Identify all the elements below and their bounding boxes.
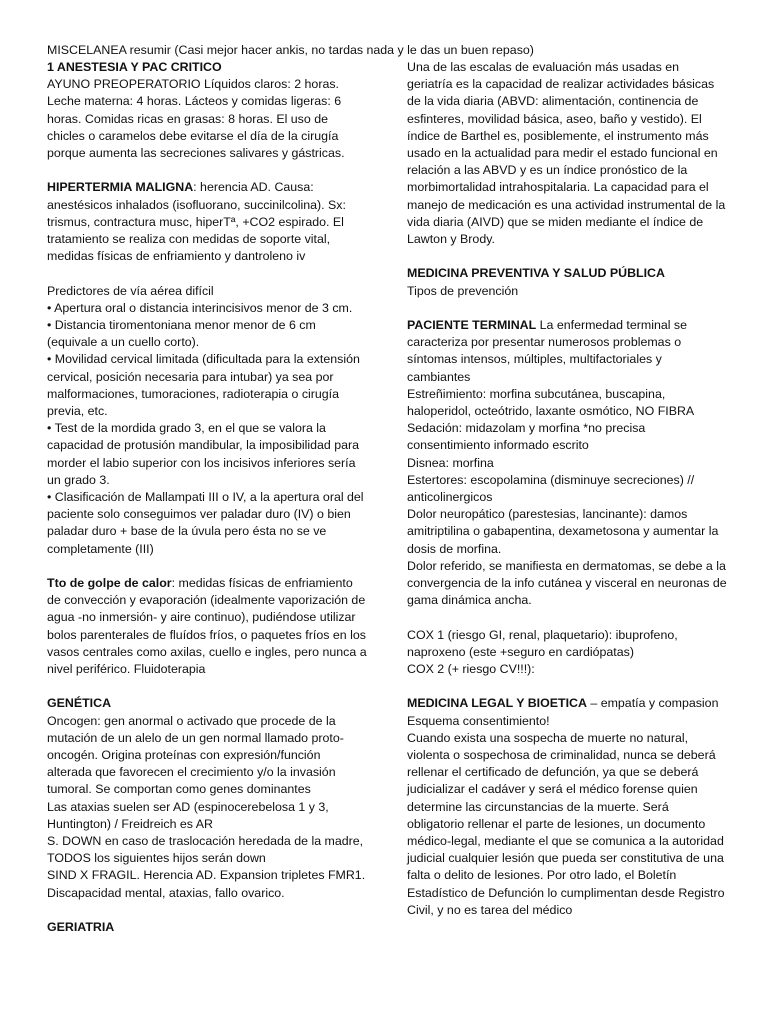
terminal-title: PACIENTE TERMINAL	[407, 318, 537, 333]
terminal-line: Sedación: midazolam y morfina *no precisa consentimiento informado escrito	[407, 421, 646, 453]
via-aerea-item: • Apertura oral o distancia interincisivos menor de 3 cm.	[47, 300, 367, 317]
terminal-line: Estreñimiento: morfina subcutánea, buscapina, haloperidol, octeótrido, laxante osmótico, NO FIBRA	[407, 386, 695, 419]
legal-paragraph	[407, 695, 727, 712]
via-aerea-item: • Clasificación de Mallampati III o IV, a la apertura oral del paciente solo conseguimos ver paladar duro (IV) o bien paladar duro + base de la úvula pero ésta no se ve completamente (III)	[47, 489, 367, 558]
cox-line: COX 1 (riesgo GI, renal, plaquetario): ibuprofeno, naproxeno (este +seguro en cardiópatas)	[407, 627, 678, 659]
terminal-line: Dolor referido, se manifiesta en dermatomas, se debe a la convergencia de la info cutánea y visceral en neuronas de gama dinámica ancha.	[407, 558, 727, 608]
via-aerea-item: • Test de la mordida grado 3, en el que se valora la capacidad de protusión mandibular, la imposibilidad para morder el labio superior con los incisivos inferiores sería un grado 3.	[47, 420, 367, 489]
section-title-anestesia: 1 ANESTESIA Y PAC CRITICO	[47, 60, 222, 74]
document-header: MISCELANEA resumir (Casi mejor hacer ankis, no tardas nada y le das un buen repaso)	[47, 43, 534, 57]
cox-line: COX 2 (+ riesgo CV!!!):	[407, 662, 535, 677]
section-title-preventiva: MEDICINA PREVENTIVA Y SALUD PÚBLICA	[407, 266, 665, 281]
hipertermia-title: HIPERTERMIA MALIGNA	[47, 180, 194, 195]
via-aerea-item: • Distancia tiromentoniana menor menor de 6 cm (equivale a un cuello corto).	[47, 317, 367, 351]
preventiva-text: Tipos de prevención	[407, 283, 519, 298]
via-aerea-title: Predictores de vía aérea difícil	[47, 283, 214, 298]
genetica-line: SIND X FRAGIL. Herencia AD. Expansion tripletes FMR1. Discapacidad mental, ataxias, fallo ovarico.	[47, 868, 366, 900]
section-title-genetica: GENÉTICA	[47, 696, 112, 711]
terminal-line: Dolor neuropático (parestesias, lancinante): damos amitriptilina o gabapentina, dexametosona y aumentar la dosis de morfina.	[407, 507, 719, 556]
terminal-line: Disnea: morfina	[407, 455, 494, 470]
terminal-text: La enfermedad terminal se caracteriza por presentar numerosos problemas o síntomas intensos, múltiples, multifactoriales y cambiantes	[407, 318, 688, 384]
genetica-line: Oncogen: gen anormal o activado que procede de la mutación de un alelo de un gen normal llamado proto-oncogén. Origina proteínas con expresión/función alterada que favorecen el crecimiento y/o la invasión tumoral. Se comportan como genes dominantes	[47, 713, 344, 797]
via-aerea-item: • Movilidad cervical limitada (dificultada para la extensión cervical, posición necesaria para intubar) ya sea por malformaciones, tumoraciones, radioterapia o cirugía previa, etc.	[47, 351, 367, 420]
legal-line: Esquema consentimiento!	[407, 713, 550, 728]
terminal-line: Estertores: escopolamina (disminuye secreciones) // anticolinergicos	[407, 472, 695, 505]
ayuno-paragraph: AYUNO PREOPERATORIO Líquidos claros: 2 horas. Leche materna: 4 horas. Lácteos y comidas ligeras: 6 horas. Comidas ricas en grasas: 8 horas. El uso de chicles o caramelos debe evitarse el día de la cirugía porque aumenta las secreciones salivares y gástricas.	[47, 77, 345, 161]
genetica-line: Las ataxias suelen ser AD (espinocerebelosa 1 y 3, Huntington) / Freidreich es AR	[47, 799, 329, 831]
golpe-calor-paragraph	[47, 575, 367, 678]
legal-title: MEDICINA LEGAL Y BIOETICA	[407, 696, 587, 711]
hipertermia-paragraph	[47, 179, 367, 265]
geriatria-paragraph: Una de las escalas de evaluación más usadas en geriatría es la capacidad de realizar actividades básicas de la vida diaria (ABVD: alimentación, continencia de esfinteres, movilidad básica, aseo, baño y vestido). El índice de Barthel es, posiblemente, el instrumento más usado en la actualidad para medir el estado funcional en relación a las ABVD y es un índice pronóstico de la morbimortalidad intrahospitalaria. La capacidad para el manejo de medicación es una actividad instrumental de la vida diaria (AIVD) que se miden mediante el índice de Lawton y Brody.	[407, 60, 726, 247]
golpe-calor-title: Tto de golpe de calor	[47, 576, 172, 591]
left-column	[47, 59, 367, 936]
golpe-calor-text: : medidas físicas de enfriamiento de convección y evaporación (idealmente vaporización de agua -no inmersión- y aire continuo), pudiéndose utilizar bolos parenterales de fluídos fríos, o paquetes fríos en los vasos centrales como axilas, cuello e ingles, pero nunca a nivel periférico. Fluidoterapia	[47, 576, 367, 677]
legal-line: Cuando exista una sospecha de muerte no natural, violenta o sospechosa de criminalidad, nunca se deberá rellenar el certificado de defunción, ya que se deberá judicializar el cadáver y será el médico forense quien determine las circunstancias de la muerte. Será obligatorio rellenar el parte de lesiones, un documento médico-legal, mediante el que se comunica a la autoridad judicial cualquier lesión que pueda ser constitutiva de una falta o delito de lesiones. Por otro lado, el Boletín Estadístico de Defunción lo cumplimentan desde Registro Civil, y no es tarea del médico	[407, 730, 725, 917]
right-column	[407, 59, 727, 919]
hipertermia-text: : herencia AD. Causa: anestésicos inhalados (isofluorano, succinilcolina). Sx: trismus, contractura musc, hiperTª, +CO2 espirado. El tratamiento se realiza con medidas de soporte vital, medidas físicas de enfriamiento y dantroleno iv	[47, 180, 346, 264]
legal-subtitle: – empatía y compasion	[586, 696, 719, 711]
section-title-geriatria: GERIATRIA	[47, 920, 115, 935]
genetica-line: S. DOWN en caso de traslocación heredada de la madre, TODOS los siguientes hijos serán down	[47, 834, 364, 866]
terminal-paragraph	[407, 317, 727, 386]
